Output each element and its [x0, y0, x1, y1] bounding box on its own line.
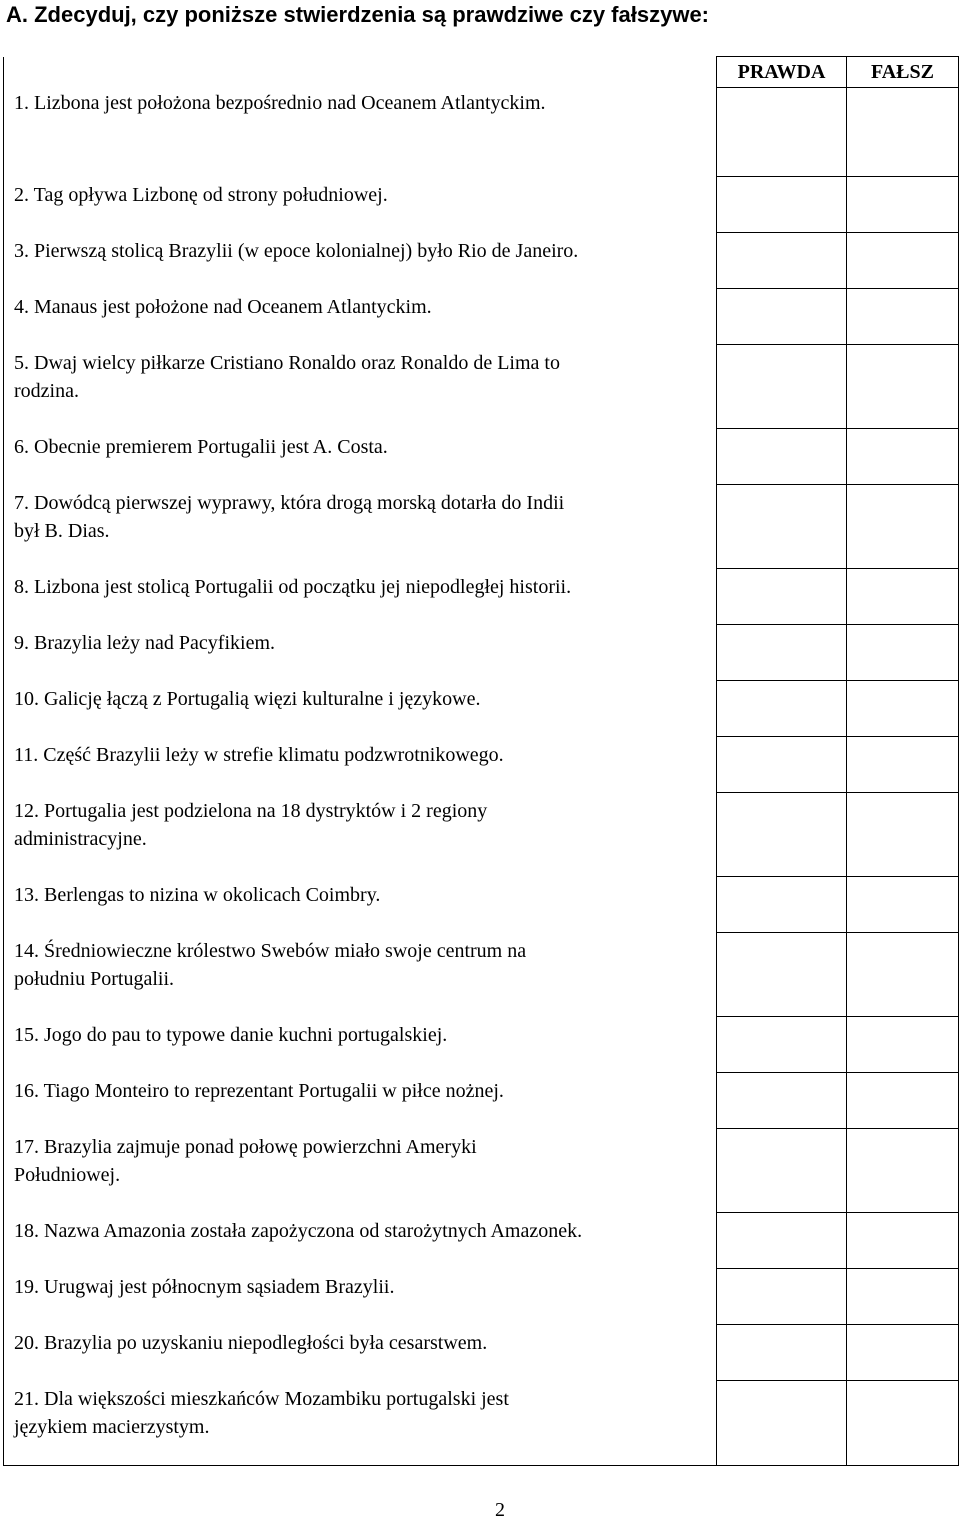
statement-text: 5. Dwaj wielcy piłkarze Cristiano Ronaldo oraz Ronaldo de Lima to rodzina. [4, 345, 717, 429]
true-false-table [3, 56, 959, 1466]
answer-cell-true[interactable] [717, 933, 847, 1017]
statement-row [4, 485, 959, 569]
statement-text: 18. Nazwa Amazonia została zapożyczona od starożytnych Amazonek. [4, 1213, 717, 1269]
statement-row [4, 933, 959, 1017]
statement-text: 4. Manaus jest położone nad Oceanem Atlantyckim. [4, 289, 717, 345]
statement-text: 15. Jogo do pau to typowe danie kuchni portugalskiej. [4, 1017, 717, 1073]
statement-row [4, 877, 959, 933]
answer-cell-false[interactable] [847, 737, 959, 793]
answer-cell-true[interactable] [717, 429, 847, 485]
statement-text: 11. Część Brazylii leży w strefie klimatu podzwrotnikowego. [4, 737, 717, 793]
statement-row [4, 1325, 959, 1381]
answer-cell-false[interactable] [847, 233, 959, 289]
answer-cell-false[interactable] [847, 877, 959, 933]
statement-row [4, 793, 959, 877]
column-header-true: PRAWDA [717, 57, 847, 88]
statement-row [4, 177, 959, 233]
answer-cell-true[interactable] [717, 88, 847, 177]
answer-cell-false[interactable] [847, 485, 959, 569]
exercise-heading: A. Zdecyduj, czy poniższe stwierdzenia są prawdziwe czy fałszywe: [6, 2, 710, 27]
statement-row [4, 737, 959, 793]
answer-cell-true[interactable] [717, 1381, 847, 1466]
statement-row [4, 1213, 959, 1269]
statement-text: 9. Brazylia leży nad Pacyfikiem. [4, 625, 717, 681]
statement-text: 14. Średniowieczne królestwo Swebów miało swoje centrum na południu Portugalii. [4, 933, 717, 1017]
statement-text: 6. Obecnie premierem Portugalii jest A. Costa. [4, 429, 717, 485]
answer-cell-false[interactable] [847, 1017, 959, 1073]
answer-cell-true[interactable] [717, 1213, 847, 1269]
answer-cell-false[interactable] [847, 569, 959, 625]
statement-text: 19. Urugwaj jest północnym sąsiadem Brazylii. [4, 1269, 717, 1325]
statement-text: 8. Lizbona jest stolicą Portugalii od początku jej niepodległej historii. [4, 569, 717, 625]
answer-cell-false[interactable] [847, 1325, 959, 1381]
answer-cell-true[interactable] [717, 1269, 847, 1325]
statement-text: 2. Tag opływa Lizbonę od strony południowej. [4, 177, 717, 233]
answer-cell-true[interactable] [717, 177, 847, 233]
answer-cell-true[interactable] [717, 289, 847, 345]
statement-text: 21. Dla większości mieszkańców Mozambiku portugalski jest językiem macierzystym. [4, 1381, 717, 1466]
answer-cell-true[interactable] [717, 681, 847, 737]
statement-text: 12. Portugalia jest podzielona na 18 dystryktów i 2 regiony administracyjne. [4, 793, 717, 877]
statement-text: 17. Brazylia zajmuje ponad połowę powierzchni Ameryki Południowej. [4, 1129, 717, 1213]
statement-text: 1. Lizbona jest położona bezpośrednio nad Oceanem Atlantyckim. [4, 57, 717, 177]
statement-row [4, 1381, 959, 1466]
answer-cell-true[interactable] [717, 345, 847, 429]
answer-cell-false[interactable] [847, 345, 959, 429]
statement-row [4, 625, 959, 681]
statement-text: 10. Galicję łączą z Portugalią więzi kulturalne i językowe. [4, 681, 717, 737]
page-number: 2 [495, 1499, 505, 1521]
answer-cell-false[interactable] [847, 1129, 959, 1213]
statement-text: 16. Tiago Monteiro to reprezentant Portugalii w piłce nożnej. [4, 1073, 717, 1129]
statement-row [4, 1073, 959, 1129]
statement-text: 3. Pierwszą stolicą Brazylii (w epoce kolonialnej) było Rio de Janeiro. [4, 233, 717, 289]
answer-cell-false[interactable] [847, 793, 959, 877]
answer-cell-false[interactable] [847, 429, 959, 485]
statement-row [4, 233, 959, 289]
answer-cell-false[interactable] [847, 1213, 959, 1269]
statement-text: 7. Dowódcą pierwszej wyprawy, która drogą morską dotarła do Indii był B. Dias. [4, 485, 717, 569]
answer-cell-true[interactable] [717, 877, 847, 933]
statement-row [4, 681, 959, 737]
answer-cell-true[interactable] [717, 233, 847, 289]
statement-row [4, 345, 959, 429]
statement-row [4, 569, 959, 625]
answer-cell-false[interactable] [847, 1269, 959, 1325]
answer-cell-false[interactable] [847, 625, 959, 681]
answer-cell-true[interactable] [717, 1325, 847, 1381]
statement-text: 20. Brazylia po uzyskaniu niepodległości była cesarstwem. [4, 1325, 717, 1381]
statement-row [4, 429, 959, 485]
answer-cell-false[interactable] [847, 88, 959, 177]
statement-row [4, 289, 959, 345]
answer-cell-true[interactable] [717, 569, 847, 625]
answer-cell-true[interactable] [717, 1017, 847, 1073]
statement-row [4, 1017, 959, 1073]
column-header-false: FAŁSZ [847, 57, 959, 88]
statement-row [4, 57, 959, 88]
answer-cell-false[interactable] [847, 681, 959, 737]
answer-cell-false[interactable] [847, 1381, 959, 1466]
answer-cell-true[interactable] [717, 1073, 847, 1129]
answer-cell-false[interactable] [847, 933, 959, 1017]
answer-cell-true[interactable] [717, 625, 847, 681]
answer-cell-true[interactable] [717, 1129, 847, 1213]
answer-cell-true[interactable] [717, 737, 847, 793]
answer-cell-true[interactable] [717, 485, 847, 569]
answer-cell-true[interactable] [717, 793, 847, 877]
answer-cell-false[interactable] [847, 1073, 959, 1129]
answer-cell-false[interactable] [847, 289, 959, 345]
statement-row [4, 1129, 959, 1213]
answer-cell-false[interactable] [847, 177, 959, 233]
statement-text: 13. Berlengas to nizina w okolicach Coimbry. [4, 877, 717, 933]
statement-row [4, 1269, 959, 1325]
